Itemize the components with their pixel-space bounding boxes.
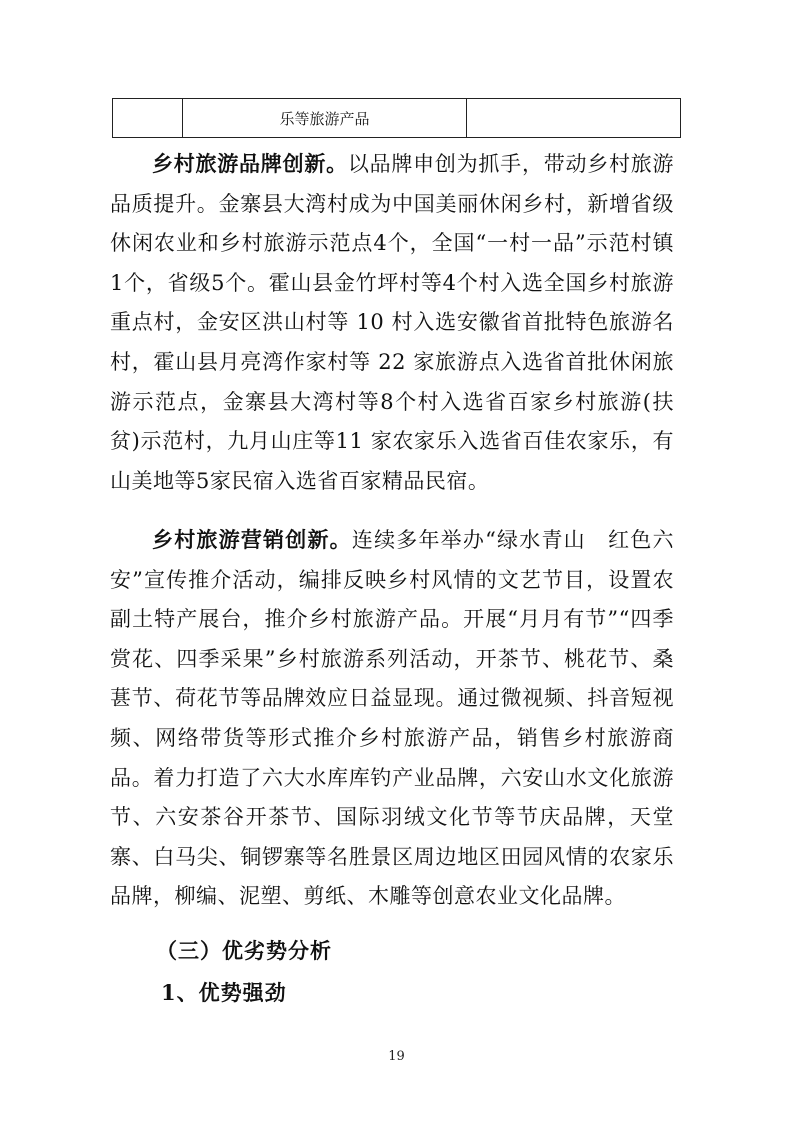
table-cell-note (467, 99, 681, 138)
table-cell-index (113, 99, 183, 138)
continued-table (112, 98, 681, 138)
paragraph-lead: 乡村旅游品牌创新。 (152, 151, 348, 176)
paragraph-lead: 乡村旅游营销创新。 (152, 527, 352, 552)
section-heading: （三）优劣势分析 (156, 938, 332, 963)
paragraph-body: 以品牌申创为抓手，带动乡村旅游品质提升。金寨县大湾村成为中国美丽休闲乡村，新增省级休闲农业和乡村旅游示范点4个，全国“一村一品”示范村镇1个，省级5个。霍山县金竹坪村等4个村入选全国乡村旅游重点村，金安区洪山村等 10 村入选安徽省首批特色旅游名村，霍山县月亮湾作家村等 22 家旅游点入选省首批休闲旅游示范点，金寨县大湾村等8个村入选省百家乡村旅游(扶贫)示范村，九月山庄等11 家农家乐入选省百佳农家乐，有山美地等5家民宿入选省百家精品民宿。 (110, 152, 675, 493)
paragraph-body: 连续多年举办“绿水青山 红色六安”宣传推介活动，编排反映乡村风情的文艺节目，设置农副土特产展台，推介乡村旅游产品。开展“月月有节”“四季赏花、四季采果”乡村旅游系列活动，开茶节、桃花节、桑葚节、荷花节等品牌效应日益显现。通过微视频、抖音短视频、网络带货等形式推介乡村旅游产品，销售乡村旅游商品。着力打造了六大水库库钓产业品牌，六安山水文化旅游节、六安茶谷开茶节、国际羽绒文化节等节庆品牌，天堂寨、白马尖、铜锣寨等名胜景区周边地区田园风情的农家乐品牌，柳编、泥塑、剪纸、木雕等创意农业文化品牌。 (110, 528, 674, 909)
paragraph-brand-innovation (110, 144, 674, 501)
subsection-heading: 1、优势强劲 (161, 980, 287, 1005)
paragraph-marketing-innovation (110, 520, 674, 917)
page-number: 19 (388, 1049, 405, 1064)
table-cell-content: 乐等旅游产品 (183, 99, 467, 138)
table-row (113, 99, 681, 138)
